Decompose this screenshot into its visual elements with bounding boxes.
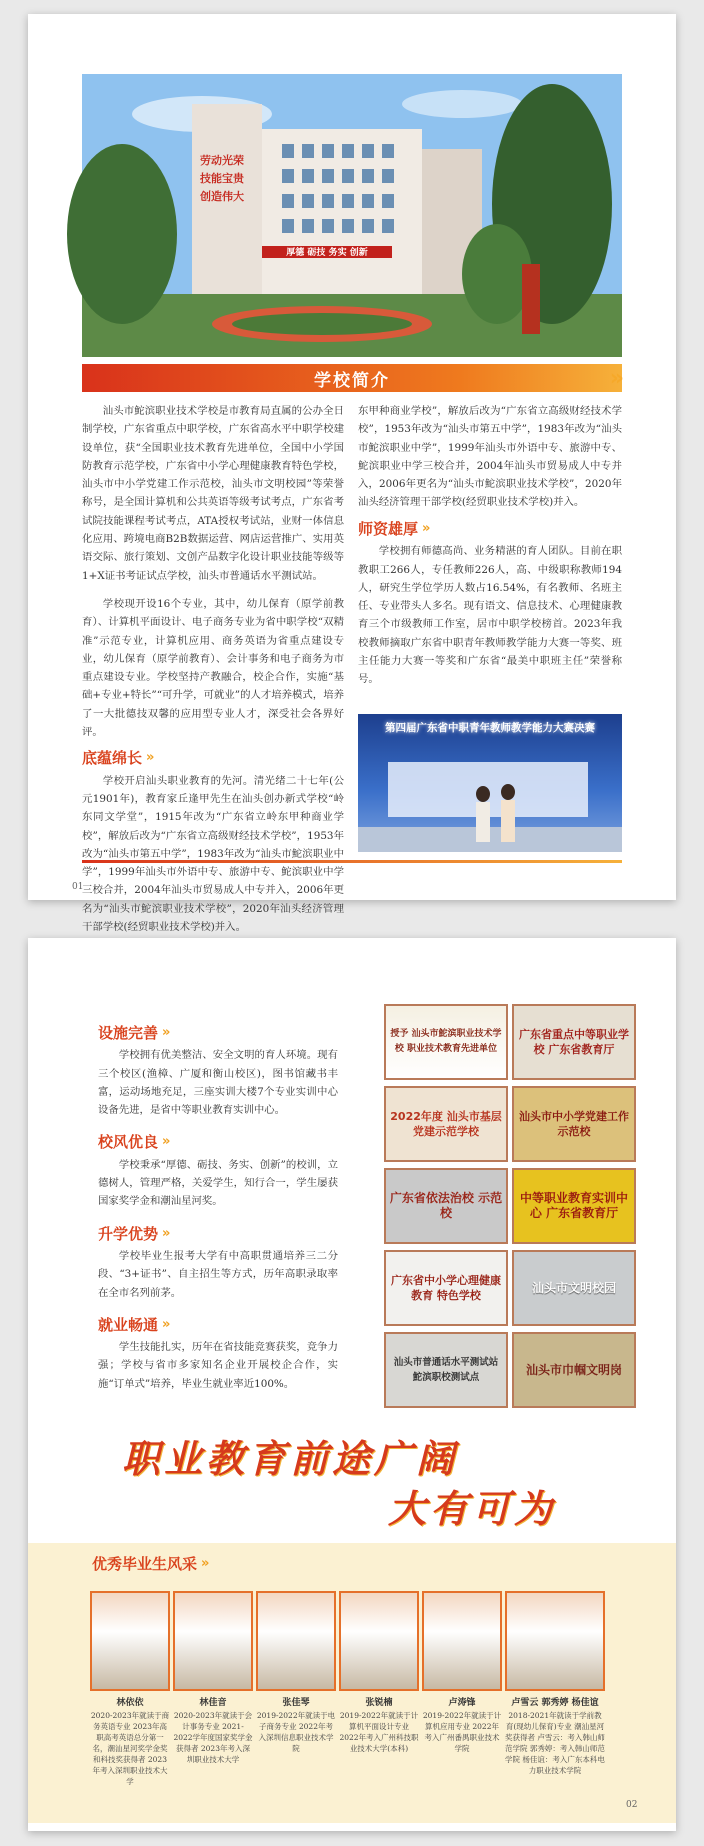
double-chevron-icon: » <box>162 1225 171 1241</box>
double-chevron-icon: » <box>422 521 431 536</box>
graduate-card <box>256 1591 336 1754</box>
heading-ethos: 校风优良 » <box>98 1133 171 1152</box>
sign-create: 创造伟大 <box>200 190 244 203</box>
graduate-desc: 2019-2022年就读于计算机平面设计专业 2022年考入广州科技职业技术大学(本科) <box>339 1711 419 1753</box>
award-plaque-2: 广东省重点中等职业学校 广东省教育厅 <box>512 1004 636 1080</box>
graduate-name: 张锐楠 <box>365 1698 393 1708</box>
page-number-1: 01 <box>72 882 84 892</box>
faculty-paragraph: 学校拥有师德高尚、业务精湛的育人团队。目前在职教职工266人，专任教师226人，高、中级职称教师194人，研究生学位学历人数占16.54%，有名教师、名班主任、专业带头人多名。现有语文、信息技术、心理健康教育三个市级教师工作室，居市中职学校榜首。2023年我校教师摘取广东省中职青年教师教学能力大赛一等奖、班主任能力大赛一等奖和广东省“最美中职班主任”荣誉称号。 <box>358 545 622 686</box>
section-title-intro: 学校简介 <box>314 370 390 391</box>
graduate-photo <box>256 1591 336 1691</box>
graduate-name: 林佳音 <box>199 1698 227 1708</box>
intro-column <box>82 402 344 934</box>
graduate-photo <box>505 1591 605 1691</box>
award-plaque-7: 广东省中小学心理健康教育 特色学校 <box>384 1250 508 1326</box>
graduate-photo <box>422 1591 502 1691</box>
double-chevron-icon: » <box>146 750 155 766</box>
award-plaque-1: 授予 汕头市鮀滨职业技术学校 职业技术教育先进单位 <box>384 1004 508 1080</box>
graduate-photo <box>173 1591 253 1691</box>
award-plaque-5: 广东省依法治校 示范校 <box>384 1168 508 1244</box>
page-number-2: 02 <box>626 1800 638 1810</box>
contest-photo <box>358 714 622 852</box>
graduate-card <box>422 1591 502 1754</box>
right-column <box>358 402 622 689</box>
graduate-name: 卢雪云 郭秀婷 杨佳谊 <box>511 1698 599 1708</box>
facilities-paragraph: 学校拥有优美整洁、安全文明的育人环境。现有三个校区(渔樟、广厦和衡山校区)，图书馆藏书丰富，运动场地充足，三座实训大楼7个专业实训中心设备先进，是省中等职业教育实训中心。 <box>98 1049 338 1117</box>
slogan-line-2: 大有可为 <box>388 1486 557 1531</box>
award-plaque-4: 汕头市中小学党建工作示范校 <box>512 1086 636 1162</box>
ethos-paragraph: 学校秉承“厚德、砺技、务实、创新”的校训，立德树人，管理严格，关爱学生，知行合一，学生屡获国家奖学金和潮汕星河奖。 <box>98 1158 338 1208</box>
history-paragraph-continued: 东甲种商业学校”，解放后改为“广东省立高级财经技术学校”，1953年改为“汕头市第五中学”，1983年改为“汕头市鮀滨职业中学”，1999年汕头市外语中专、旅游中专、鮀滨职业中学三校合并，2004年汕头市贸易成人中专并入，2006年更名为“汕头市鮀滨职业技术学校”，2020年汕头经济管理干部学校(经贸职业技术学校)并入。 <box>358 405 622 509</box>
intro-paragraph-2: 学校现开设16个专业，其中，幼儿保育（原学前教育）、计算机平面设计、电子商务专业为省中职学校“双精准”示范专业，计算机应用、商务英语为省重点建设专业，幼儿保育（原学前教育）、会计事务和电子商务为市重点建设专业。学校坚持产教融合，校企合作，实施“基础+专业+特长”“可升学，可就业”的人才培养模式，培养了一大批德技双馨的应用型专业人才，深受社会各界好评。 <box>82 597 344 739</box>
page-bottom-rule <box>82 860 622 863</box>
heading-facilities: 设施完善 » <box>98 1024 171 1042</box>
motto-sign: 厚德 砺技 务实 创新 <box>286 248 368 258</box>
graduate-name: 林依依 <box>116 1698 144 1708</box>
graduate-card <box>339 1591 419 1754</box>
history-paragraph-start: 学校开启汕头职业教育的先河。清光绪二十七年(公元1901年)，教育家丘逢甲先生在汕头创办新式学校“岭东同文学堂”，1915年改为“广东省立岭东甲种商业学校”，解放后改为“广东省立高级财经技术学校”，1953年改为“汕头市第五中学”，1983年改为“汕头市鮀滨职业中学”，1999年汕头市外语中专、旅游中专、鮀滨职业中学三校合并，2004年汕头市贸易成人中专并入，2006年更名为“汕头市鮀滨职业技术学校”，2020年汕头经济管理干部学校(经贸职业技术学校)并入。 <box>82 774 344 934</box>
further-study-paragraph: 学校毕业生报考大学有中高职贯通培养三二分段、“3+证书”、自主招生等方式，历年高职录取率在全市名列前茅。 <box>98 1249 338 1299</box>
heading-faculty: 师资雄厚 » <box>358 520 431 538</box>
graduate-card <box>505 1591 605 1776</box>
graduate-desc: 2019-2022年就读于计算机应用专业 2022年考入广州番禺职业技术学院 <box>422 1711 502 1753</box>
double-chevron-icon: » <box>162 1134 171 1150</box>
employment-paragraph: 学生技能扎实，历年在省技能竞赛获奖，竞争力强；学校与省市多家知名企业开展校企合作，实施“订单式”培养，毕业生就业率近100%。 <box>98 1341 338 1390</box>
page-2 <box>28 938 676 1831</box>
section-banner-intro <box>82 364 622 392</box>
intro-paragraph-1: 汕头市鮀滨职业技术学校是市教育局直属的公办全日制学校，广东省重点中职学校，广东省高水平中职学校建设单位，获“全国职业技术教育先进单位，全国中小学国防教育示范学校，广东省中小学心理健康教育特色学校，汕头市中小学党建工作示范校，汕头市文明校园”等荣誉称号，是全国计算机和公共英语等级考试考点，广东省考试院技能课程考试考点，ATA授权考试站，业财一体信息化应用、跨境电商B2B数据运营、网店运营推广、实用英语交际、旅行策划、文创产品数字化设计职业技能等级等1+X证书考证试点学校，汕头市普通话水平测试站。 <box>82 405 344 582</box>
contest-banner-text: 第四届广东省中职青年教师教学能力大赛决赛 <box>385 722 595 734</box>
chevron-right-icon: » <box>609 366 624 391</box>
school-building-photo <box>82 74 622 357</box>
left-column-p2 <box>98 1024 338 1393</box>
award-plaque-9: 汕头市普通话水平测试站 鮀滨职校测试点 <box>384 1332 508 1408</box>
double-chevron-icon: » <box>162 1316 171 1332</box>
graduate-name: 张佳琴 <box>282 1698 310 1708</box>
graduate-photo <box>339 1591 419 1691</box>
heading-further-study: 升学优势 » <box>98 1224 171 1243</box>
heading-history: 底蕴绵长 » <box>82 749 155 768</box>
award-plaque-3: 2022年度 汕头市基层党建示范学校 <box>384 1086 508 1162</box>
graduate-desc: 2020-2023年就读于会计事务专业 2021-2022学年度国家奖学金获得者 2023年考入深圳职业技术大学 <box>173 1711 253 1764</box>
graduate-desc: 2018-2021年就读于学前教育(现幼儿保育)专业 潮汕星河奖获得者 卢雪云：考入韩山师范学院 郭秀婷：考入韩山师范学院 杨佳谊：考入广东本科电力职业技术学院 <box>505 1711 605 1775</box>
double-chevron-icon: » <box>162 1025 171 1040</box>
graduate-photo <box>90 1591 170 1691</box>
graduate-desc: 2020-2023年就读于商务英语专业 2023年高职高考英语总分第一名，潮汕星河奖学金奖和科技奖获得者 2023年考入深圳职业技术大学 <box>90 1711 170 1786</box>
award-plaque-10: 汕头市巾帼文明岗 <box>512 1332 636 1408</box>
heading-graduates: 优秀毕业生风采 » <box>92 1555 210 1573</box>
award-plaque-6: 中等职业教育实训中心 广东省教育厅 <box>512 1168 636 1244</box>
sign-skills: 技能宝贵 <box>200 172 244 185</box>
graduate-card <box>173 1591 253 1765</box>
sign-labor: 劳动光荣 <box>200 154 244 167</box>
graduate-desc: 2019-2022年就读于电子商务专业 2022年考入深圳信息职业技术学院 <box>256 1711 336 1753</box>
slogan-line-1: 职业教育前途广阔 <box>122 1436 459 1481</box>
graduate-card <box>90 1591 170 1787</box>
heading-employment: 就业畅通 » <box>98 1315 171 1334</box>
double-chevron-icon: » <box>201 1556 210 1571</box>
graduate-name: 卢涛锋 <box>448 1698 476 1708</box>
award-plaque-8: 汕头市文明校园 <box>512 1250 636 1326</box>
page-1 <box>28 14 676 934</box>
